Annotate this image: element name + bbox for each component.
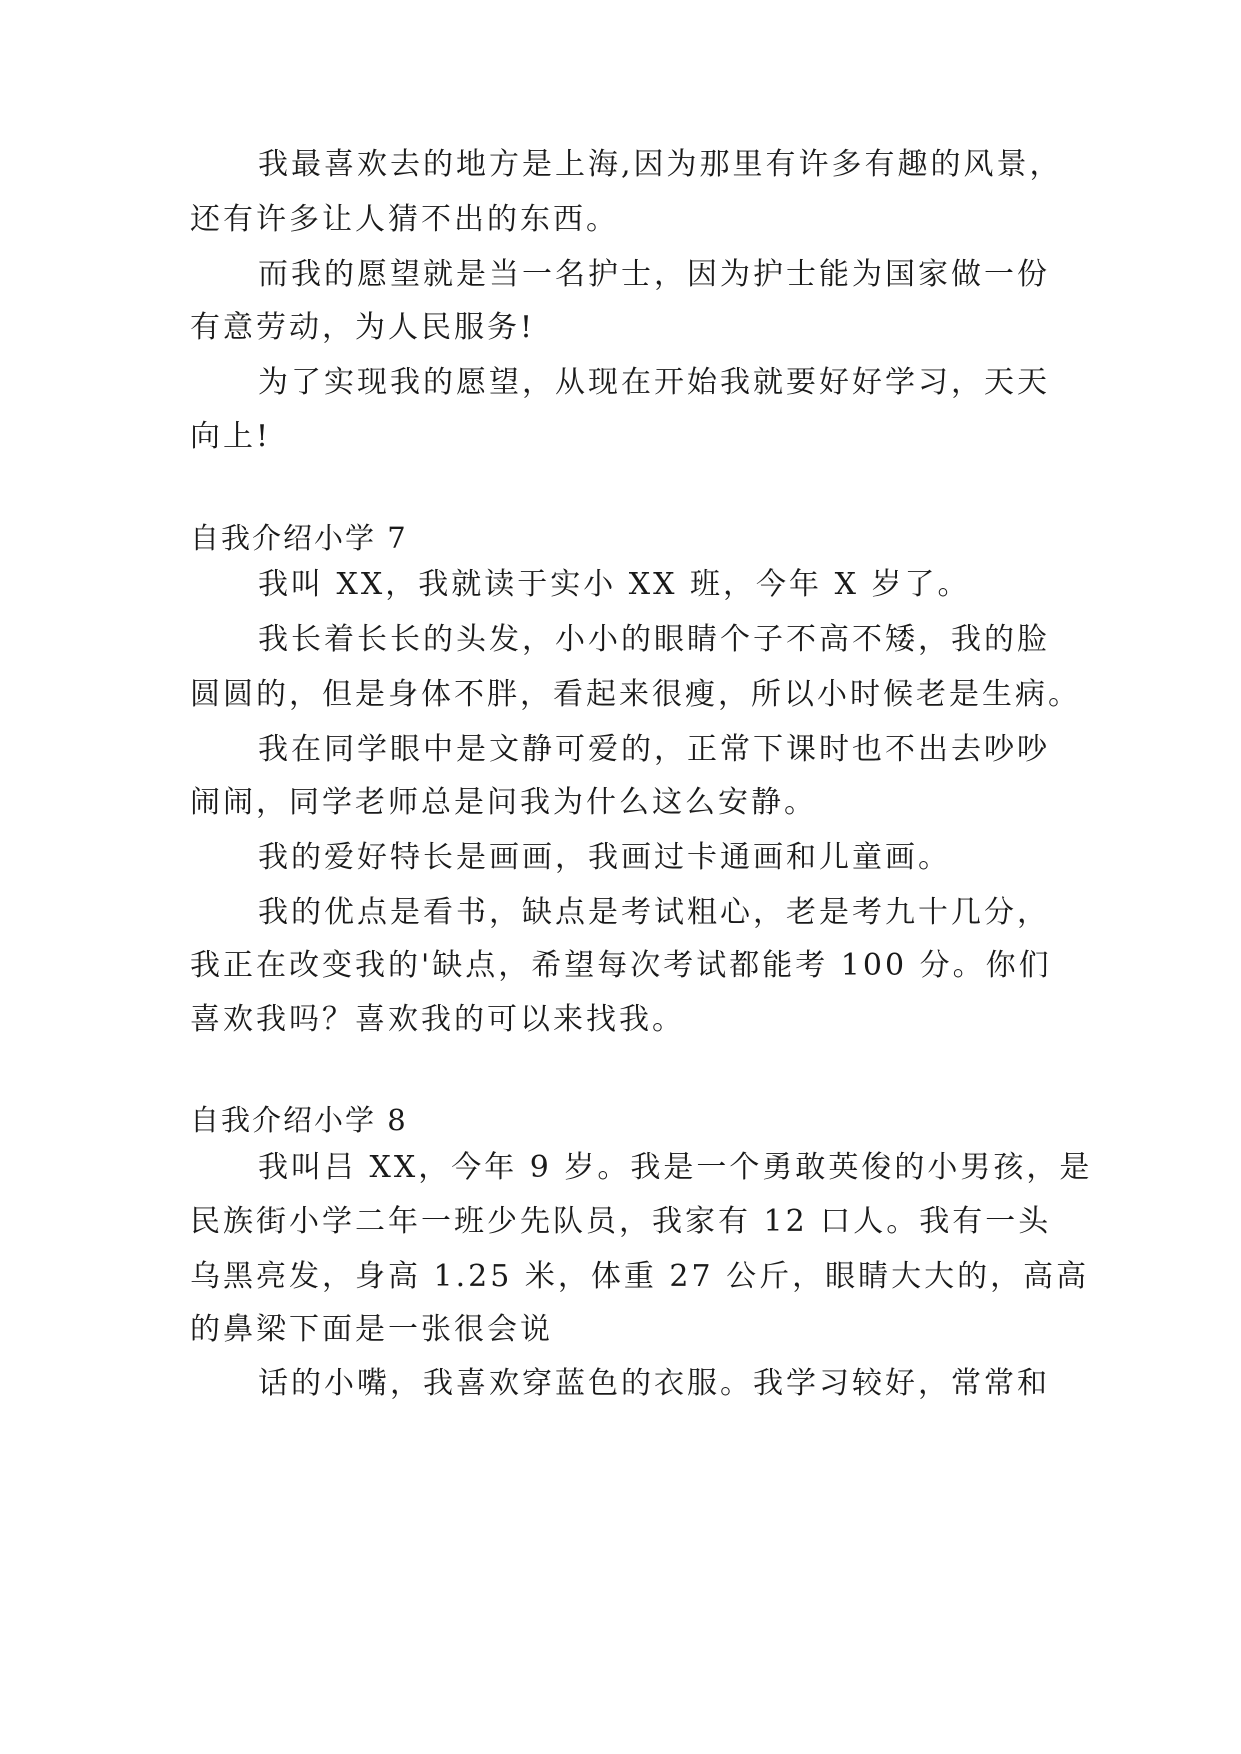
paragraph-line: 民族街小学二年一班少先队员，我家有 12 口人。我有一头	[190, 1204, 1052, 1239]
paragraph-line: 闹闹，同学老师总是问我为什么这么安静。	[190, 785, 817, 820]
paragraph-line: 向上!	[190, 419, 272, 454]
paragraph-line: 我正在改变我的'缺点，希望每次考试都能考 100 分。你们	[190, 948, 1052, 983]
paragraph-line: 为了实现我的愿望，从现在开始我就要好好学习，天天	[258, 365, 1050, 400]
paragraph-line: 我的爱好特长是画画，我画过卡通画和儿童画。	[258, 840, 951, 875]
paragraph-line: 我最喜欢去的地方是上海,因为那里有许多有趣的风景，	[258, 147, 1063, 182]
paragraph-line: 我长着长长的头发，小小的眼睛个子不高不矮，我的脸	[258, 622, 1050, 657]
paragraph-line: 的鼻梁下面是一张很会说	[190, 1312, 553, 1347]
paragraph-line: 喜欢我吗？喜欢我的可以来找我。	[190, 1002, 685, 1037]
paragraph-line: 话的小嘴，我喜欢穿蓝色的衣服。我学习较好，常常和	[258, 1366, 1050, 1401]
paragraph-line: 我叫吕 XX，今年 9 岁。我是一个勇敢英俊的小男孩，是	[258, 1150, 1093, 1185]
paragraph-line: 我叫 XX，我就读于实小 XX 班，今年 X 岁了。	[258, 567, 971, 602]
section-heading: 自我介绍小学 7	[190, 521, 408, 555]
paragraph-line: 乌黑亮发，身高 1.25 米，体重 27 公斤，眼睛大大的，高高	[190, 1259, 1090, 1294]
paragraph-line: 我的优点是看书，缺点是考试粗心，老是考九十几分，	[258, 895, 1050, 930]
section-heading: 自我介绍小学 8	[190, 1103, 408, 1137]
paragraph-line: 圆圆的，但是身体不胖，看起来很瘦，所以小时候老是生病。	[190, 677, 1081, 712]
paragraph-line: 有意劳动，为人民服务!	[190, 310, 536, 345]
paragraph-line: 而我的愿望就是当一名护士，因为护士能为国家做一份	[258, 257, 1050, 292]
paragraph-line: 我在同学眼中是文静可爱的，正常下课时也不出去吵吵	[258, 732, 1050, 767]
paragraph-line: 还有许多让人猜不出的东西。	[190, 202, 619, 237]
